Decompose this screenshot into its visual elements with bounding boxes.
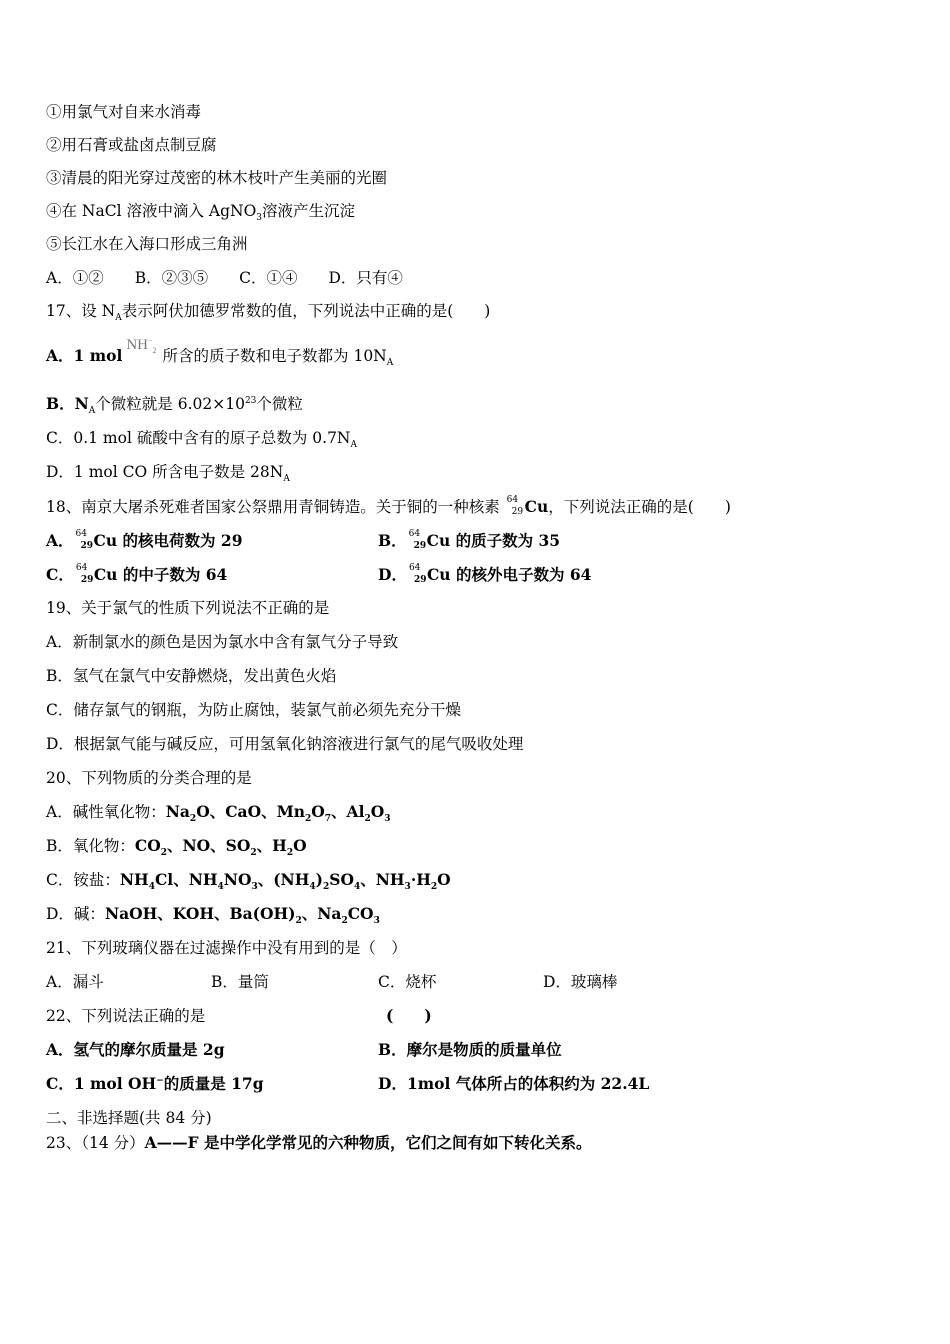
q21-stem: 21、下列玻璃仪器在过滤操作中没有用到的是（ ）	[46, 939, 407, 957]
q17-stem: 17、设 $N_A$表示阿伏加德罗常数的值，下列说法中正确的是( )	[46, 302, 491, 324]
q16-item-5: ⑤长江水在入海口形成三角洲	[46, 235, 248, 253]
q16-options: A．①② B．②③⑤ C．①④ D．只有④	[46, 269, 403, 287]
q17-option-c: C．0.1 mol 硫酸中含有的原子总数为 $0.7N_A$	[46, 429, 357, 451]
q19-option-c: C．储存氯气的钢瓶，为防止腐蚀，装氯气前必须先充分干燥	[46, 701, 461, 719]
q18-option-b: B． 64 29 Cu 的质子数为 35	[378, 529, 561, 551]
q19-option-b: B．氢气在氯气中安静燃烧，发出黄色火焰	[46, 667, 337, 685]
q18-option-a: A． 64 29 Cu 的核电荷数为 29	[46, 529, 243, 551]
q16-item-4: ④在 NaCl 溶液中滴入 AgNO$_3$溶液产生沉淀	[46, 202, 356, 224]
nh2-formula: $NH^-_2$	[126, 336, 157, 355]
q19-option-d: D．根据氯气能与碱反应，可用氢氧化钠溶液进行氯气的尾气吸收处理	[46, 735, 524, 753]
q19-stem: 19、关于氯气的性质下列说法不正确的是	[46, 599, 330, 617]
q22-option-a: A．氢气的摩尔质量是 2g	[46, 1040, 225, 1059]
q22-option-b: B．摩尔是物质的质量单位	[378, 1040, 562, 1059]
q21-option-d: D．玻璃棒	[543, 973, 618, 991]
q20-stem: 20、下列物质的分类合理的是	[46, 769, 252, 787]
q22-paren: ( )	[386, 1006, 432, 1025]
q18-option-c: C． 64 29 Cu 的中子数为 64	[46, 563, 228, 585]
q22-stem: 22、下列说法正确的是	[46, 1007, 206, 1025]
q16-item-3: ③清晨的阳光穿过茂密的林木枝叶产生美丽的光圈	[46, 169, 388, 187]
q23-stem: 23、（14 分）A——F 是中学化学常见的六种物质，它们之间有如下转化关系。	[46, 1133, 592, 1152]
q17-option-a: A．1 molNH−$_2$ 所含的质子数和电子数都为 $10N_A$	[46, 336, 394, 369]
q21-option-b: B．量筒	[211, 973, 269, 991]
section-heading: 二、非选择题(共 84 分)	[46, 1109, 212, 1127]
isotope-cu64: 64 29	[506, 495, 524, 517]
q20-option-a: A．碱性氧化物：$Na_2O$、CaO、$Mn_2O_7$、$Al_2O_3$	[46, 802, 391, 825]
q20-option-c: C．铵盐：$NH_4Cl$、$NH_4NO_3$、$(NH_4)_2SO_4$、$NH_3\cdot H_2O$	[46, 870, 451, 893]
q16-item-2: ②用石膏或盐卤点制豆腐	[46, 136, 217, 154]
q21-option-c: C．烧杯	[378, 973, 437, 991]
q18-stem: 18、南京大屠杀死难者国家公祭鼎用青铜铸造。关于铜的一种核素 64 29 Cu，下列说法正确的是( )	[46, 495, 731, 517]
q20-option-d: D．碱：NaOH、KOH、$Ba(OH)_2$、$Na_2CO_3$	[46, 904, 380, 927]
q22-option-d: D．1mol 气体所占的体积约为 22.4L	[378, 1074, 650, 1093]
q18-option-d: D． 64 29 Cu 的核外电子数为 64	[378, 563, 592, 585]
q21-option-a: A．漏斗	[46, 973, 104, 991]
q17-option-d: D．1 mol CO 所含电子数是 $28N_A$	[46, 463, 290, 485]
q16-item-1: ①用氯气对自来水消毒	[46, 103, 202, 121]
q19-option-a: A．新制氯水的颜色是因为氯水中含有氯气分子导致	[46, 633, 399, 651]
q20-option-b: B．氧化物：$CO_2$、NO、$SO_2$、$H_2O$	[46, 836, 307, 859]
q22-option-c: C．1 mol OH−的质量是 17g	[46, 1074, 264, 1093]
q17-option-b: B．$N_A$个微粒就是 $6.02\times 10^{23}$个微粒	[46, 394, 303, 417]
